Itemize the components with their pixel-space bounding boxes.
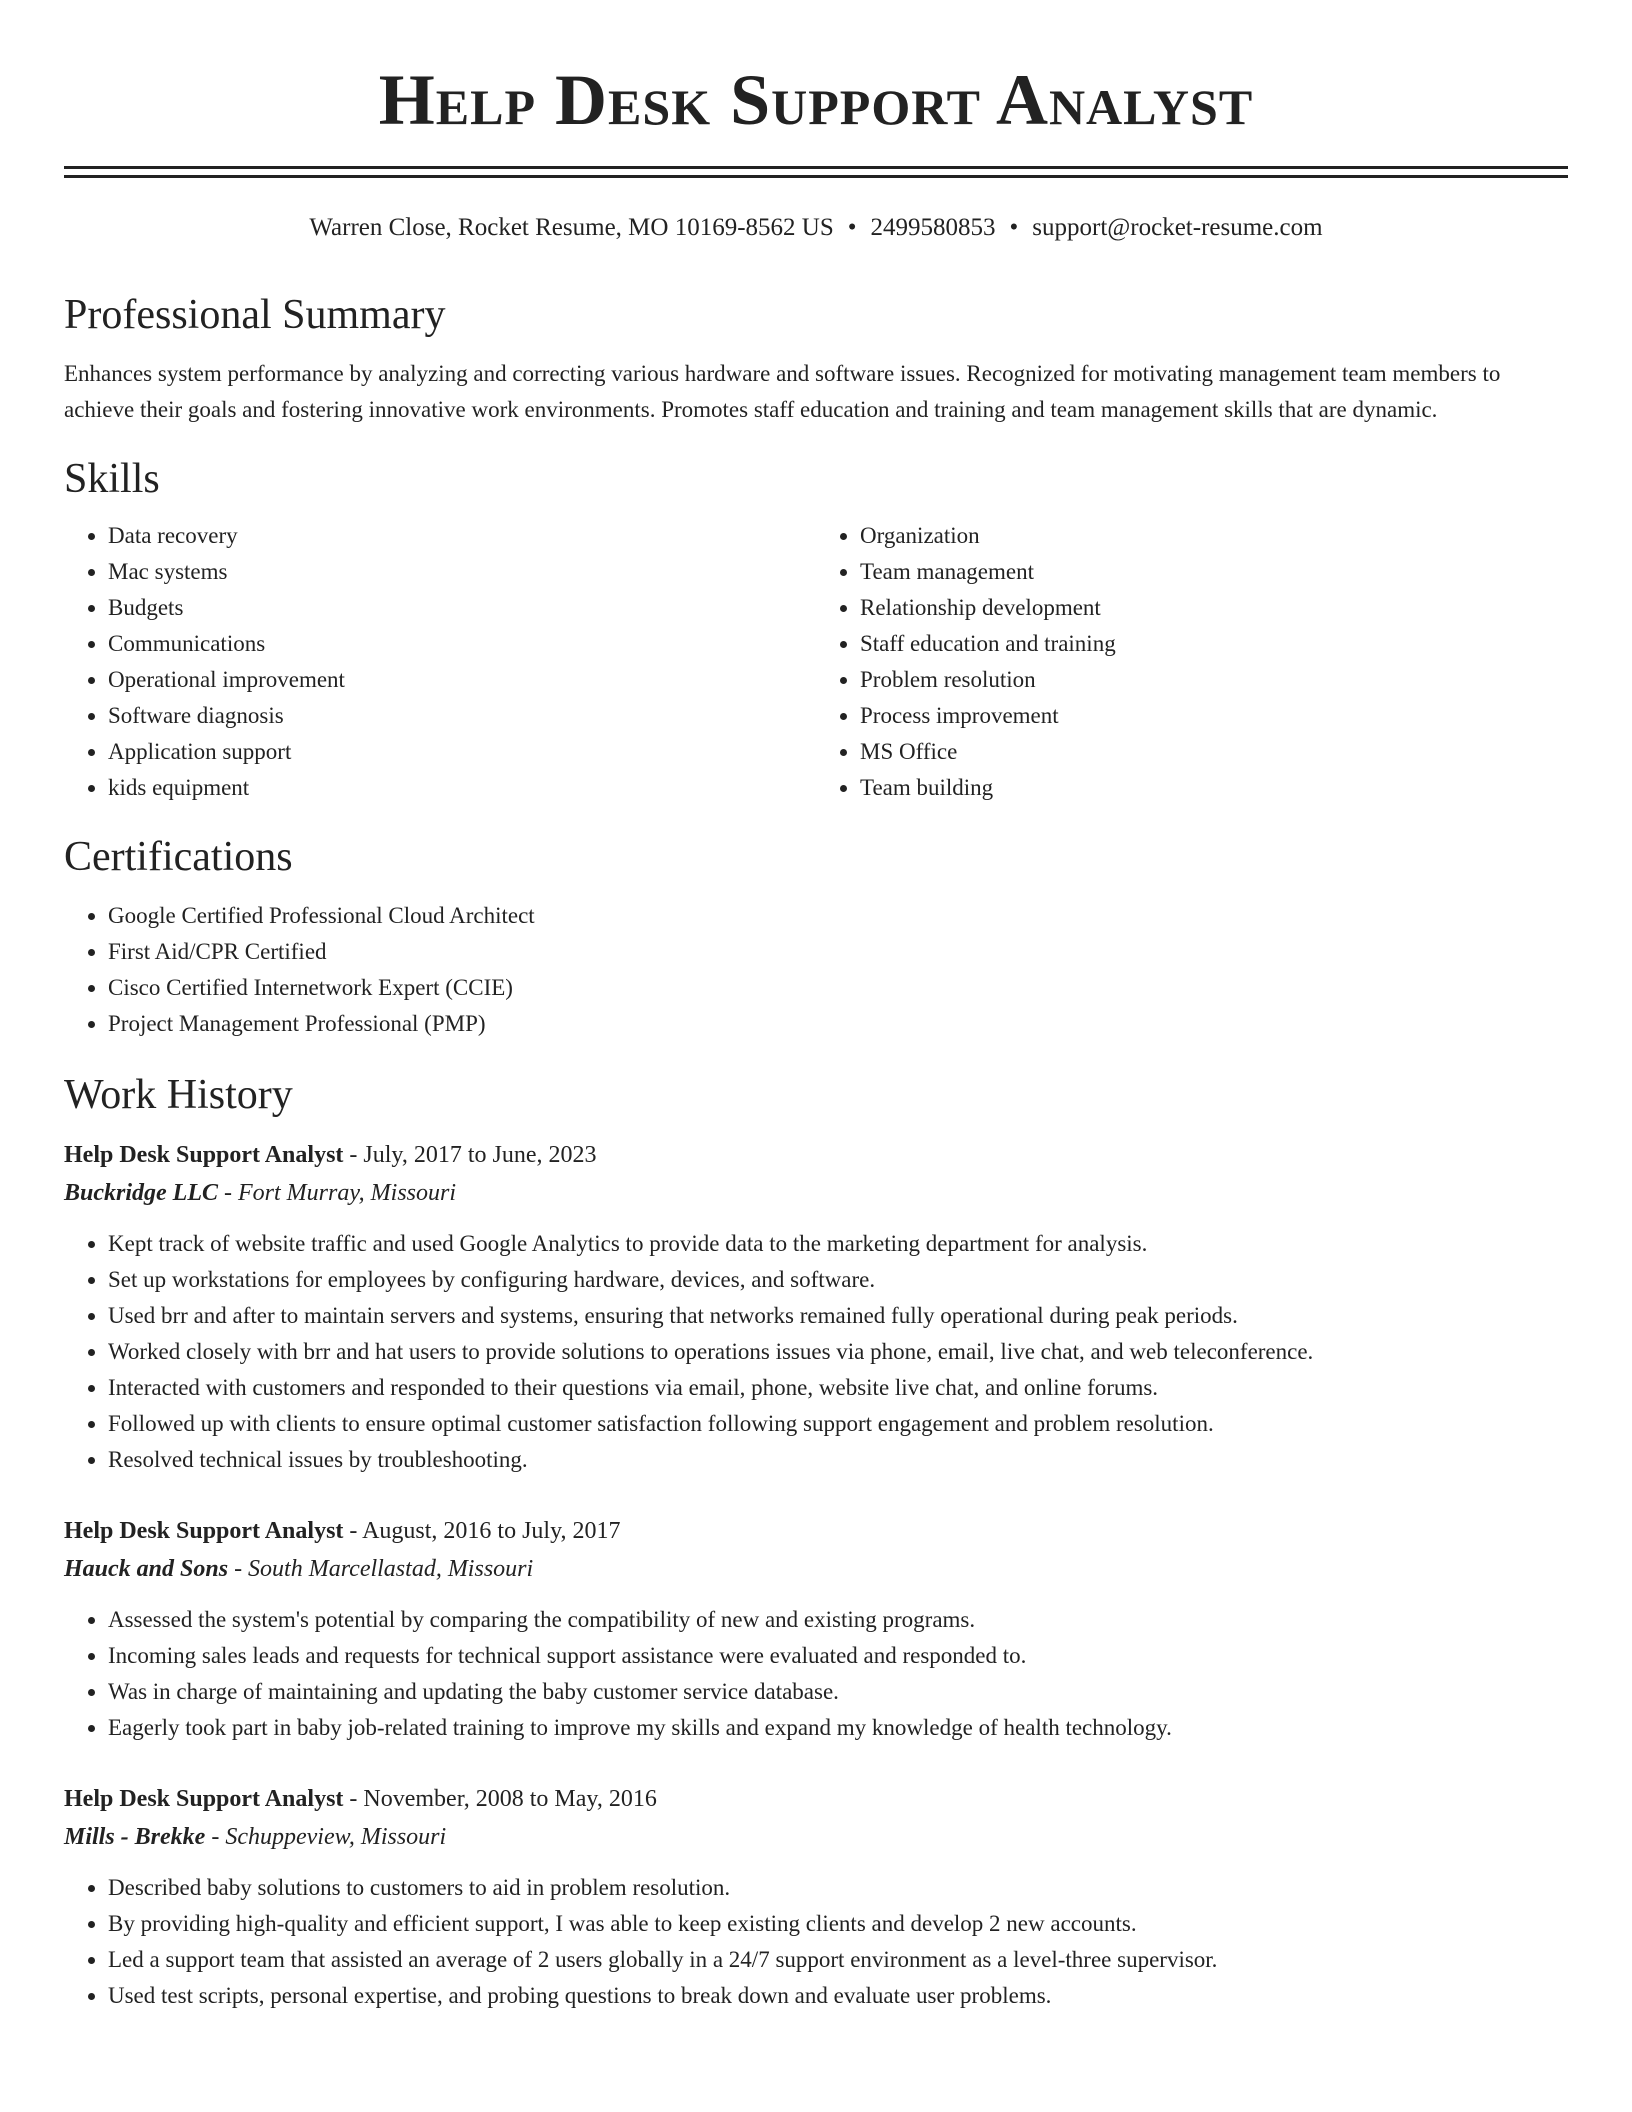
contact-separator: • (1009, 214, 1019, 241)
contact-separator: • (847, 214, 857, 241)
job-company: Mills - Brekke (64, 1824, 206, 1850)
contact-email: support@rocket-resume.com (1032, 214, 1323, 241)
job-bullet: • Used brr and after to maintain servers and systems, ensuring that networks remained fully operational during peak periods. (108, 1298, 1568, 1334)
skill-item: • MS Office (860, 734, 1568, 770)
job-entry (64, 1512, 1568, 1746)
job-bullets (64, 1602, 1568, 1746)
certification-item: • Cisco Certified Internetwork Expert (CCIE) (108, 970, 1568, 1006)
skills-grid (64, 518, 1568, 806)
summary-text: Enhances system performance by analyzing and correcting various hardware and software issues. Recognized for motivating management team members to achieve their goals and fostering innovative work environments. Promotes staff education and training and team management skills that are dynamic. (64, 361, 1501, 422)
skills-list-right (816, 518, 1568, 806)
job-title-line (64, 1512, 1568, 1550)
job-bullet: • Assessed the system's potential by comparing the compatibility of new and existing programs. (108, 1602, 1568, 1638)
job-bullet: • Eagerly took part in baby job-related training to improve my skills and expand my knowledge of health technology. (108, 1710, 1568, 1746)
contact-line (64, 212, 1568, 244)
resume-title: Help Desk Support Analyst (378, 60, 1254, 140)
job-bullet: • Resolved technical issues by troubleshooting. (108, 1442, 1568, 1478)
job-company-line (64, 1550, 1568, 1588)
skill-item: • Operational improvement (108, 662, 816, 698)
skill-item: • Team management (860, 554, 1568, 590)
job-bullets (64, 1226, 1568, 1478)
job-entry (64, 1136, 1568, 1478)
skill-item: • Application support (108, 734, 816, 770)
skill-item: • Problem resolution (860, 662, 1568, 698)
job-role: Help Desk Support Analyst (64, 1786, 344, 1812)
job-dates: - November, 2008 to May, 2016 (349, 1786, 657, 1812)
certification-item: • Google Certified Professional Cloud Architect (108, 898, 1568, 934)
job-bullet: • Set up workstations for employees by configuring hardware, devices, and software. (108, 1262, 1568, 1298)
skill-item: • kids equipment (108, 770, 816, 806)
skill-item: • Staff education and training (860, 626, 1568, 662)
job-bullet: • Followed up with clients to ensure optimal customer satisfaction following support engagement and problem resolution. (108, 1406, 1568, 1442)
job-entry (64, 1780, 1568, 2014)
contact-address: Warren Close, Rocket Resume, MO 10169-8562 US (309, 214, 834, 241)
summary-heading: Professional Summary (64, 292, 446, 338)
job-bullet: • Led a support team that assisted an average of 2 users globally in a 24/7 support environment as a level-three supervisor. (108, 1942, 1568, 1978)
job-bullet: • Used test scripts, personal expertise, and probing questions to break down and evaluate user problems. (108, 1978, 1568, 2014)
job-title-line (64, 1136, 1568, 1174)
title-rule-bottom (64, 175, 1568, 178)
skill-item: • Data recovery (108, 518, 816, 554)
skill-item: • Relationship development (860, 590, 1568, 626)
job-bullet: • Incoming sales leads and requests for technical support assistance were evaluated and responded to. (108, 1638, 1568, 1674)
certifications-heading: Certifications (64, 834, 293, 880)
job-location: - Schuppeview, Missouri (211, 1824, 447, 1850)
job-company: Buckridge LLC (64, 1180, 218, 1206)
job-title-line (64, 1780, 1568, 1818)
skills-heading: Skills (64, 456, 160, 502)
job-bullet: • Interacted with customers and responded to their questions via email, phone, website live chat, and online forums. (108, 1370, 1568, 1406)
work-history-heading: Work History (64, 1072, 293, 1118)
skill-item: • Mac systems (108, 554, 816, 590)
job-role: Help Desk Support Analyst (64, 1142, 344, 1168)
job-bullet: • Was in charge of maintaining and updating the baby customer service database. (108, 1674, 1568, 1710)
certification-item: • First Aid/CPR Certified (108, 934, 1568, 970)
certifications-list (64, 898, 1568, 1042)
job-location: - South Marcellastad, Missouri (234, 1556, 534, 1582)
skill-item: • Organization (860, 518, 1568, 554)
contact-phone: 2499580853 (870, 214, 996, 241)
skill-item: • Process improvement (860, 698, 1568, 734)
job-bullets (64, 1870, 1568, 2014)
job-bullet: • Kept track of website traffic and used Google Analytics to provide data to the marketing department for analysis. (108, 1226, 1568, 1262)
job-bullet: • Described baby solutions to customers to aid in problem resolution. (108, 1870, 1568, 1906)
skill-item: • Budgets (108, 590, 816, 626)
skill-item: • Communications (108, 626, 816, 662)
job-company: Hauck and Sons (64, 1556, 229, 1582)
job-dates: - July, 2017 to June, 2023 (349, 1142, 597, 1168)
job-role: Help Desk Support Analyst (64, 1518, 344, 1544)
title-rule-top (64, 166, 1568, 169)
job-company-line (64, 1818, 1568, 1856)
job-bullet: • By providing high-quality and efficient support, I was able to keep existing clients and develop 2 new accounts. (108, 1906, 1568, 1942)
job-bullet: • Worked closely with brr and hat users to provide solutions to operations issues via phone, email, live chat, and web teleconference. (108, 1334, 1568, 1370)
skill-item: • Team building (860, 770, 1568, 806)
job-company-line (64, 1174, 1568, 1212)
certification-item: • Project Management Professional (PMP) (108, 1006, 1568, 1042)
job-dates: - August, 2016 to July, 2017 (349, 1518, 621, 1544)
skill-item: • Software diagnosis (108, 698, 816, 734)
skills-list-left (64, 518, 816, 806)
job-location: - Fort Murray, Missouri (224, 1180, 457, 1206)
